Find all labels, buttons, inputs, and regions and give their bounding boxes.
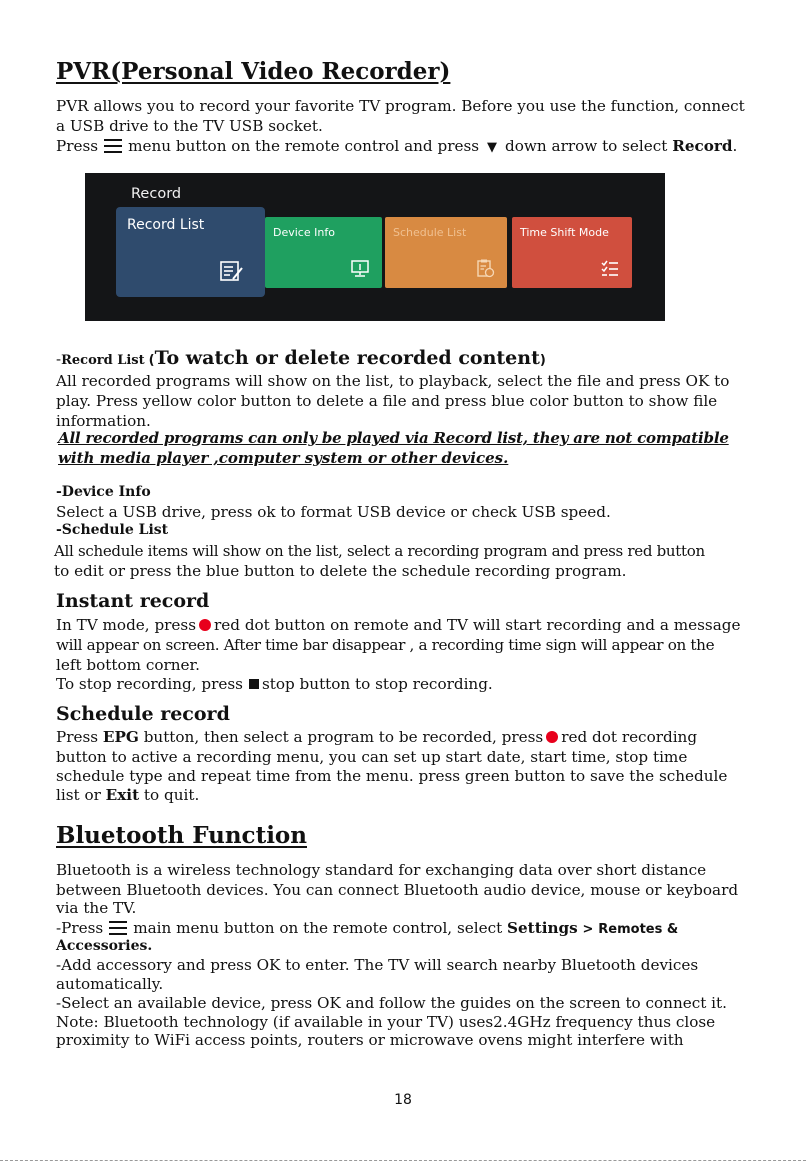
- schedule-record-line-4: [56, 785, 199, 805]
- menu-icon: [104, 139, 122, 153]
- edit-list-icon: [219, 259, 243, 283]
- bluetooth-gt: >: [582, 922, 594, 937]
- schedule-record-exit: Exit: [105, 786, 140, 804]
- instant-record-line-4: [56, 674, 493, 694]
- red-dot-icon: [199, 619, 211, 631]
- intro-record-word: Record: [672, 137, 733, 155]
- bluetooth-line-3: via the TV.: [56, 899, 137, 917]
- red-dot-icon: [546, 731, 558, 743]
- bluetooth-line-9: Note: Bluetooth technology (if available in your TV) uses2.4GHz frequency thus close: [56, 1013, 716, 1031]
- down-arrow-icon: ▼: [487, 140, 498, 155]
- device-info-line-1: Select a USB drive, press ok to format USB device or check USB speed.: [56, 503, 611, 521]
- bluetooth-heading: Bluetooth Function: [56, 822, 307, 849]
- schedule-record-heading: Schedule record: [56, 703, 230, 725]
- record-list-warning-line-1: All recorded programs can only be played via Record list, they are not compatible: [58, 429, 729, 447]
- tile-label: Record List: [127, 217, 205, 233]
- bluetooth-line-5: Accessories.: [56, 938, 153, 954]
- schedule-list-line-1: All schedule items will show on the list, select a recording program and press red button: [54, 542, 705, 560]
- checklist-icon: [600, 258, 620, 278]
- record-list-line-2: play. Press yellow color button to delete a file and press blue color button to show file: [56, 392, 718, 410]
- schedule-list-line-2: to edit or press the blue button to delete the schedule recording program.: [54, 562, 627, 580]
- tile-record-list[interactable]: [116, 207, 265, 297]
- record-list-paren-open: (: [148, 353, 155, 368]
- tv-menu-title: Record: [131, 186, 182, 202]
- record-list-heading: [56, 348, 546, 371]
- instant-record-stop-text: stop button to stop recording.: [261, 675, 493, 693]
- schedule-record-press: Press: [56, 728, 99, 746]
- intro-press: Press: [56, 137, 99, 155]
- schedule-record-list-or: list or: [56, 786, 101, 804]
- record-list-warning-line-2: with media player ,computer system or other devices.: [58, 449, 509, 467]
- schedule-record-select-text: button, then select a program to be recorded, press: [143, 728, 544, 746]
- instant-record-line-1: [56, 615, 740, 635]
- schedule-record-line-3: schedule type and repeat time from the menu. press green button to save the schedule: [56, 767, 728, 785]
- instant-record-heading: Instant record: [56, 590, 210, 612]
- device-info-heading: -Device Info: [56, 484, 151, 500]
- bluetooth-settings: Settings: [507, 919, 578, 937]
- tile-device-info[interactable]: [265, 217, 382, 288]
- record-list-prefix: -: [56, 350, 62, 368]
- menu-icon: [109, 921, 127, 935]
- intro-menu-text: menu button on the remote control and press: [128, 137, 480, 155]
- record-list-title: Record List: [61, 353, 145, 368]
- bluetooth-line-10: proximity to WiFi access points, routers or microwave ovens might interfere with: [56, 1031, 684, 1049]
- bluetooth-line-7: automatically.: [56, 975, 164, 993]
- record-list-subheading: To watch or delete recorded content: [154, 347, 540, 369]
- tile-time-shift-mode[interactable]: [512, 217, 632, 288]
- tile-label: Schedule List: [393, 226, 467, 239]
- intro-line-2: a USB drive to the TV USB socket.: [56, 117, 323, 135]
- instant-record-stop-press: To stop recording, press: [56, 675, 243, 693]
- record-list-line-1: All recorded programs will show on the list, to playback, select the file and press OK to: [56, 372, 730, 390]
- intro-line-1: PVR allows you to record your favorite TV program. Before you use the function, connect: [56, 97, 745, 115]
- instant-record-line-3: left bottom corner.: [56, 656, 200, 674]
- intro-select-text: down arrow to select: [505, 137, 668, 155]
- instant-record-red-dot-text: red dot button on remote and TV will start recording and a message: [214, 616, 741, 634]
- schedule-record-quit: to quit.: [143, 786, 200, 804]
- bluetooth-remotes: Remotes &: [598, 922, 679, 937]
- tv-record-menu-screenshot: [85, 173, 665, 321]
- clipboard-clock-icon: [475, 258, 495, 278]
- page-number: 18: [394, 1092, 412, 1108]
- bluetooth-press: -Press: [56, 919, 104, 937]
- bluetooth-line-8: -Select an available device, press OK and follow the guides on the screen to connect it.: [56, 994, 727, 1012]
- record-list-line-3: information.: [56, 412, 151, 430]
- intro-period: .: [732, 137, 738, 155]
- schedule-list-heading: -Schedule List: [56, 522, 169, 538]
- bluetooth-line-2: between Bluetooth devices. You can connect Bluetooth audio device, mouse or keyboard: [56, 881, 739, 899]
- intro-line-3: [56, 136, 737, 158]
- record-list-paren-close: ): [539, 353, 546, 368]
- schedule-record-line-2: button to active a recording menu, you can set up start date, start time, stop time: [56, 748, 688, 766]
- instant-record-line-2: will appear on screen. After time bar disappear , a recording time sign will appear on the: [56, 636, 715, 654]
- instant-record-press: In TV mode, press: [56, 616, 197, 634]
- schedule-record-red-dot-text: red dot recording: [561, 728, 698, 746]
- page-bottom-rule: [0, 1160, 806, 1161]
- schedule-record-line-1: [56, 727, 697, 747]
- tile-label: Time Shift Mode: [520, 226, 609, 239]
- monitor-info-icon: [350, 258, 370, 278]
- tile-schedule-list[interactable]: [385, 217, 507, 288]
- tile-label: Device Info: [273, 226, 335, 239]
- page-title: PVR(Personal Video Recorder): [56, 58, 451, 85]
- bluetooth-line-1: Bluetooth is a wireless technology standard for exchanging data over short distance: [56, 861, 707, 879]
- schedule-record-epg: EPG: [102, 728, 139, 746]
- bluetooth-menu-text: main menu button on the remote control, select: [133, 919, 503, 937]
- bluetooth-line-6: -Add accessory and press OK to enter. The TV will search nearby Bluetooth devices: [56, 956, 699, 974]
- stop-square-icon: [249, 679, 259, 689]
